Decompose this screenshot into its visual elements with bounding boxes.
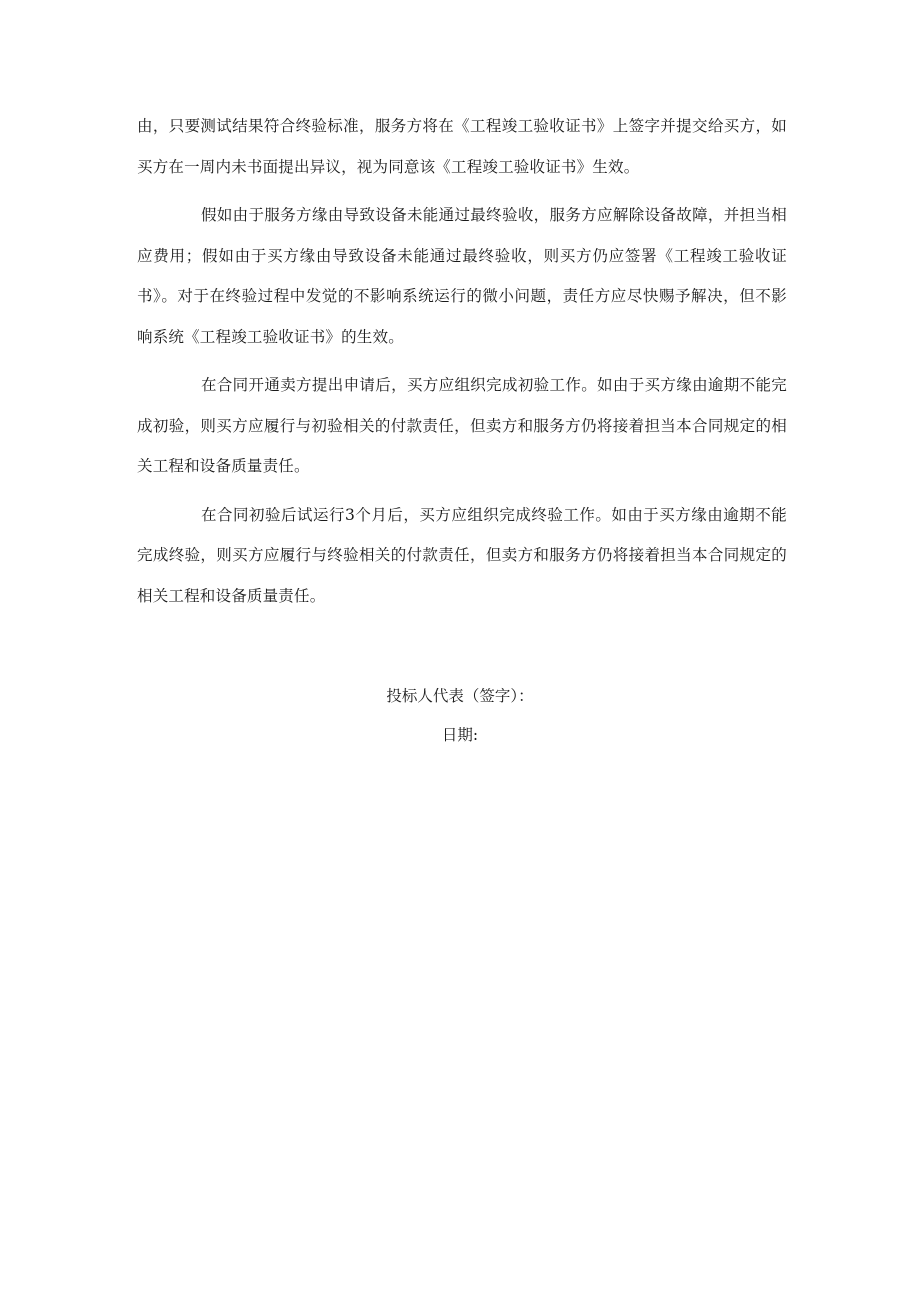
date-label: 日期: xyxy=(441,726,479,744)
paragraph-acceptance-certificate: 由，只要测试结果符合终验标准，服务方将在《工程竣工验收证书》上签字并提交给买方，如买方在一周内未书面提出异议，视为同意该《工程竣工验收证书》生效。 xyxy=(137,117,787,176)
signature-representative-row xyxy=(0,686,920,706)
document-body xyxy=(137,106,787,624)
paragraph-final-acceptance-failure: 假如由于服务方缘由导致设备未能通过最终验收，服务方应解除设备故障，并担当相应费用；假如由于买方缘由导致设备未能通过最终验收，则买方仍应签署《工程竣工验收证书》。对于在终验过程中发觉的不影响系统运行的微小问题，责任方应尽快赐予解决，但不影响系统《工程竣工验收证书》的生效。 xyxy=(137,206,787,346)
signature-date-row xyxy=(0,725,920,745)
representative-signature-label: 投标人代表（签字）： xyxy=(386,687,534,705)
paragraph-final-acceptance: 在合同初验后试运行3个月后，买方应组织完成终验工作。如由于买方缘由逾期不能完成终验，则买方应履行与终验相关的付款责任，但卖方和服务方仍将接着担当本合同规定的相关工程和设备质量责任。 xyxy=(137,505,787,605)
paragraph-initial-acceptance: 在合同开通卖方提出申请后，买方应组织完成初验工作。如由于买方缘由逾期不能完成初验，则买方应履行与初验相关的付款责任，但卖方和服务方仍将接着担当本合同规定的相关工程和设备质量责任。 xyxy=(137,376,787,475)
